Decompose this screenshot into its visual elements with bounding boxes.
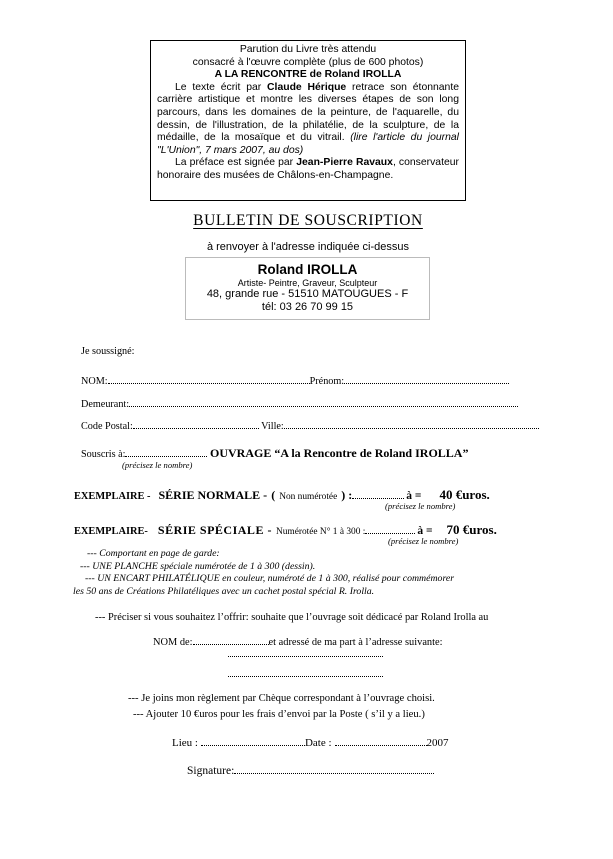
return-note: à renvoyer à l'adresse indiquée ci-dessus <box>206 241 410 253</box>
ex1-desc: Non numérotée <box>279 492 338 502</box>
year-value: 2007 <box>426 737 449 749</box>
lieu-field[interactable] <box>201 737 305 746</box>
intro-article-note: (lire l'article du journal "L'Union", 7 mars 2007, au dos) <box>157 132 459 156</box>
intro-paragraph-2 <box>157 157 459 182</box>
ex1-price: 40 €uros. <box>439 487 490 502</box>
intro-line-1: Parution du Livre très attendu <box>239 44 377 55</box>
ex2-quantity-field[interactable] <box>365 525 415 534</box>
precisez-nombre-hint-3: (précisez le nombre) <box>388 536 459 546</box>
intro-book-title: A LA RENCONTRE de Roland IROLLA <box>214 69 402 81</box>
page-de-garde-block <box>73 548 455 598</box>
nom-field[interactable] <box>108 375 310 384</box>
ex2-label: EXEMPLAIRE- <box>74 526 148 537</box>
reglement-text: --- Je joins mon règlement par Chèque correspondant à l’ouvrage choisi. <box>128 693 435 704</box>
signature-field[interactable] <box>234 765 434 774</box>
address-phone: tél: 03 26 70 99 15 <box>261 301 354 313</box>
code-postal-field[interactable] <box>133 420 259 429</box>
ex1-paren-close: ) : <box>341 488 353 502</box>
adresse-suivante-label: et adressé de ma part à l’adresse suivante: <box>268 637 443 648</box>
ex2-serie: SÉRIE SPÉCIALE - <box>157 523 272 537</box>
nom-de-field[interactable] <box>193 636 269 645</box>
address-role: Artiste- Peintre, Graveur, Sculpteur <box>237 278 378 288</box>
demeurant-row <box>81 398 518 410</box>
signature-label: Signature: <box>187 765 235 777</box>
nom-label: NOM: <box>81 376 108 387</box>
precisez-nombre-hint-2: (précisez le nombre) <box>385 501 456 511</box>
ex1-quantity-field[interactable] <box>352 490 404 499</box>
garde-line-3: --- UN ENCART PHILATÉLIQUE en couleur, numéroté de 1 à 300, réalisé pour commémorer <box>85 573 455 584</box>
intro-p2-text-b: , conservateur honoraire des musées de Châlons-en-Champagne. <box>157 157 459 181</box>
demeurant-field[interactable] <box>129 398 518 407</box>
prenom-field[interactable] <box>344 375 509 384</box>
offrir-text: --- Préciser si vous souhaitez l’offrir: souhaite que l’ouvrage soit dédicacé par Roland Irolla au <box>95 612 489 623</box>
garde-line-1: --- Comportant en page de garde: <box>87 548 220 559</box>
address-line-1-field[interactable] <box>228 656 383 657</box>
garde-line-2: --- UNE PLANCHE spéciale numérotée de 1 à 300 (dessin). <box>80 560 316 572</box>
je-soussigne-label: Je soussigné: <box>81 346 135 357</box>
code-postal-label: Code Postal: <box>81 421 133 432</box>
souscris-label: Souscris à: <box>81 449 126 460</box>
intro-p1-text-a: Le texte écrit par <box>175 81 268 93</box>
nom-de-label: NOM de: <box>153 637 193 648</box>
address-name: Roland IROLLA <box>257 262 358 277</box>
address-street: 48, grande rue - 51510 MATOUGUES - F <box>206 288 409 300</box>
intro-line-2: consacré à l'œuvre complète (plus de 600 photos) <box>192 56 424 68</box>
ex1-serie: SÉRIE NORMALE - <box>158 488 268 502</box>
lieu-date-row <box>172 737 449 749</box>
ex1-label: EXEMPLAIRE - <box>74 491 151 502</box>
ville-label: Ville: <box>261 421 284 432</box>
intro-author: Claude Hérique <box>267 81 347 93</box>
prenom-label: Prénom: <box>309 376 345 387</box>
souscris-row <box>81 446 468 461</box>
address-box <box>185 257 430 320</box>
intro-preface-author: Jean-Pierre Ravaux <box>296 157 393 169</box>
date-label: Date : <box>304 737 332 749</box>
lieu-label: Lieu : <box>172 737 198 749</box>
nom-de-row <box>153 636 443 648</box>
souscris-quantity-field[interactable] <box>125 448 207 457</box>
bulletin-title: BULLETIN DE SOUSCRIPTION <box>193 212 423 229</box>
intro-p2-text-a: La préface est signée par <box>175 157 297 169</box>
ex2-equals: à = <box>417 525 433 537</box>
ex2-price: 70 €uros. <box>446 522 497 537</box>
demeurant-label: Demeurant: <box>81 399 130 410</box>
date-field[interactable] <box>335 737 427 746</box>
ex1-equals: à = <box>406 490 422 502</box>
intro-box <box>150 40 466 201</box>
envoi-text: --- Ajouter 10 €uros pour les frais d’envoi par la Poste ( s’il y a lieu.) <box>133 709 425 720</box>
ex1-paren-open: ( <box>271 488 276 502</box>
garde-line-4: les 50 ans de Créations Philatéliques avec un cachet postal spécial R. Irolla. <box>73 585 375 597</box>
ex2-desc: Numérotée N° 1 à 300 : <box>275 527 366 537</box>
ville-field[interactable] <box>284 420 539 429</box>
code-postal-row <box>81 420 539 432</box>
address-line-2-field[interactable] <box>228 676 383 677</box>
nom-row <box>81 375 509 387</box>
signature-row <box>187 765 434 777</box>
intro-paragraph-1 <box>157 82 459 158</box>
precisez-nombre-hint-1: (précisez le nombre) <box>122 460 193 470</box>
ouvrage-title: OUVRAGE “A la Rencontre de Roland IROLLA” <box>209 446 469 460</box>
intro-p1-text-b: retrace son étonnante carrière artistique et montre les diverses étapes de son long parcours, dans les domaines de la peinture, de l'aquarelle, du dessin, de l'illustration, de la philatélie, de la sculpture, de la médaille, de la mosaïque et du vitrail. <box>157 81 459 144</box>
